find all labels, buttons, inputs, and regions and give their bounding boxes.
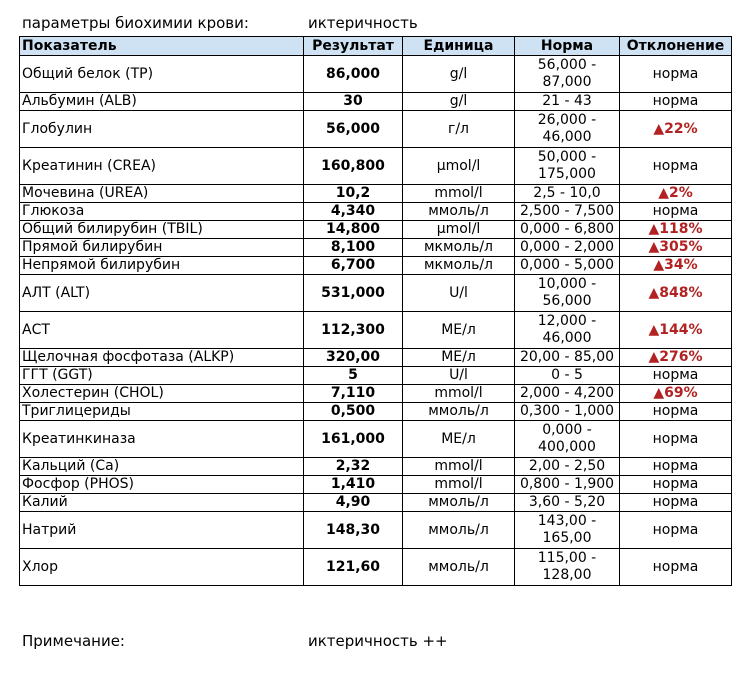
cell-deviation: норма <box>620 512 732 549</box>
cell-deviation: норма <box>620 367 732 385</box>
cell-norm: 0,000 - 5,000 <box>515 257 620 275</box>
cell-norm: 12,000 - 46,000 <box>515 312 620 349</box>
cell-result: 0,500 <box>304 403 403 421</box>
cell-parameter: АСТ <box>20 312 304 349</box>
cell-parameter: Хлор <box>20 549 304 586</box>
report-header <box>22 14 732 34</box>
table-row <box>20 349 732 367</box>
report-title: параметры биохимии крови: <box>22 14 249 32</box>
report-footer <box>22 632 732 652</box>
cell-unit: ммоль/л <box>403 549 515 586</box>
cell-norm: 21 - 43 <box>515 93 620 111</box>
cell-unit: U/l <box>403 367 515 385</box>
cell-unit: mmol/l <box>403 385 515 403</box>
cell-unit: mmol/l <box>403 185 515 203</box>
cell-unit: U/l <box>403 275 515 312</box>
table-row <box>20 549 732 586</box>
cell-deviation: норма <box>620 403 732 421</box>
cell-parameter: Триглицериды <box>20 403 304 421</box>
cell-deviation: норма <box>620 476 732 494</box>
note-value: иктеричность ++ <box>308 632 448 650</box>
cell-parameter: АЛТ (ALT) <box>20 275 304 312</box>
cell-unit: mmol/l <box>403 476 515 494</box>
cell-unit: МЕ/л <box>403 349 515 367</box>
cell-norm: 0,000 - 6,800 <box>515 221 620 239</box>
cell-result: 14,800 <box>304 221 403 239</box>
cell-norm: 10,000 - 56,000 <box>515 275 620 312</box>
table-row <box>20 111 732 148</box>
cell-result: 160,800 <box>304 148 403 185</box>
table-row <box>20 512 732 549</box>
cell-deviation: ▲34% <box>620 257 732 275</box>
cell-unit: мкмоль/л <box>403 257 515 275</box>
cell-deviation: норма <box>620 421 732 458</box>
cell-parameter: Холестерин (CHOL) <box>20 385 304 403</box>
table-row <box>20 257 732 275</box>
table-row <box>20 275 732 312</box>
table-row <box>20 93 732 111</box>
cell-result: 30 <box>304 93 403 111</box>
cell-unit: ммоль/л <box>403 203 515 221</box>
table-row <box>20 385 732 403</box>
cell-norm: 2,5 - 10,0 <box>515 185 620 203</box>
table-header-row <box>20 37 732 56</box>
cell-parameter: Креатинин (CREA) <box>20 148 304 185</box>
cell-parameter: Фосфор (PHOS) <box>20 476 304 494</box>
cell-unit: ммоль/л <box>403 494 515 512</box>
cell-deviation: ▲118% <box>620 221 732 239</box>
cell-unit: мкмоль/л <box>403 239 515 257</box>
column-header-unit: Единица <box>403 37 515 56</box>
cell-parameter: Общий билирубин (TBIL) <box>20 221 304 239</box>
cell-norm: 3,60 - 5,20 <box>515 494 620 512</box>
cell-result: 86,000 <box>304 56 403 93</box>
cell-result: 112,300 <box>304 312 403 349</box>
cell-norm: 50,000 - 175,000 <box>515 148 620 185</box>
sample-condition: иктеричность <box>308 14 418 32</box>
cell-norm: 143,00 - 165,00 <box>515 512 620 549</box>
note-label: Примечание: <box>22 632 125 650</box>
cell-result: 6,700 <box>304 257 403 275</box>
column-header-deviation: Отклонение <box>620 37 732 56</box>
table-row <box>20 476 732 494</box>
cell-parameter: Глобулин <box>20 111 304 148</box>
cell-norm: 26,000 - 46,000 <box>515 111 620 148</box>
cell-deviation: ▲276% <box>620 349 732 367</box>
cell-result: 161,000 <box>304 421 403 458</box>
cell-deviation: норма <box>620 93 732 111</box>
cell-result: 2,32 <box>304 458 403 476</box>
cell-unit: МЕ/л <box>403 312 515 349</box>
cell-parameter: Щелочная фосфотаза (ALKP) <box>20 349 304 367</box>
cell-result: 4,340 <box>304 203 403 221</box>
cell-deviation: норма <box>620 494 732 512</box>
table-row <box>20 494 732 512</box>
cell-deviation: ▲305% <box>620 239 732 257</box>
cell-deviation: ▲69% <box>620 385 732 403</box>
table-row <box>20 403 732 421</box>
cell-norm: 0,300 - 1,000 <box>515 403 620 421</box>
cell-deviation: ▲144% <box>620 312 732 349</box>
cell-parameter: ГГТ (GGT) <box>20 367 304 385</box>
cell-unit: МЕ/л <box>403 421 515 458</box>
table-row <box>20 421 732 458</box>
cell-parameter: Глюкоза <box>20 203 304 221</box>
cell-parameter: Креатинкиназа <box>20 421 304 458</box>
cell-parameter: Кальций (Ca) <box>20 458 304 476</box>
table-row <box>20 458 732 476</box>
table-row <box>20 185 732 203</box>
cell-deviation: норма <box>620 56 732 93</box>
cell-parameter: Непрямой билирубин <box>20 257 304 275</box>
cell-result: 7,110 <box>304 385 403 403</box>
table-row <box>20 239 732 257</box>
cell-norm: 20,00 - 85,00 <box>515 349 620 367</box>
cell-result: 56,000 <box>304 111 403 148</box>
cell-parameter: Натрий <box>20 512 304 549</box>
cell-result: 148,30 <box>304 512 403 549</box>
cell-norm: 56,000 - 87,000 <box>515 56 620 93</box>
cell-result: 1,410 <box>304 476 403 494</box>
cell-norm: 2,000 - 4,200 <box>515 385 620 403</box>
cell-result: 5 <box>304 367 403 385</box>
cell-parameter: Общий белок (TP) <box>20 56 304 93</box>
cell-norm: 0,000 - 2,000 <box>515 239 620 257</box>
cell-norm: 2,500 - 7,500 <box>515 203 620 221</box>
column-header-norm: Норма <box>515 37 620 56</box>
cell-parameter: Прямой билирубин <box>20 239 304 257</box>
cell-norm: 0 - 5 <box>515 367 620 385</box>
cell-unit: mmol/l <box>403 458 515 476</box>
cell-result: 531,000 <box>304 275 403 312</box>
cell-parameter: Альбумин (ALB) <box>20 93 304 111</box>
cell-unit: µmol/l <box>403 221 515 239</box>
column-header-result: Результат <box>304 37 403 56</box>
table-row <box>20 56 732 93</box>
cell-deviation: ▲848% <box>620 275 732 312</box>
cell-result: 8,100 <box>304 239 403 257</box>
cell-deviation: норма <box>620 549 732 586</box>
cell-deviation: ▲22% <box>620 111 732 148</box>
cell-result: 121,60 <box>304 549 403 586</box>
column-header-parameter: Показатель <box>20 37 304 56</box>
table-body <box>20 56 732 586</box>
table-row <box>20 312 732 349</box>
biochemistry-table <box>19 36 732 586</box>
cell-result: 4,90 <box>304 494 403 512</box>
cell-norm: 0,800 - 1,900 <box>515 476 620 494</box>
cell-unit: г/л <box>403 111 515 148</box>
cell-parameter: Калий <box>20 494 304 512</box>
cell-norm: 0,000 - 400,000 <box>515 421 620 458</box>
table-row <box>20 367 732 385</box>
cell-result: 320,00 <box>304 349 403 367</box>
cell-deviation: норма <box>620 458 732 476</box>
cell-unit: g/l <box>403 56 515 93</box>
cell-parameter: Мочевина (UREA) <box>20 185 304 203</box>
table-row <box>20 148 732 185</box>
cell-result: 10,2 <box>304 185 403 203</box>
cell-unit: µmol/l <box>403 148 515 185</box>
table-row <box>20 203 732 221</box>
cell-deviation: норма <box>620 203 732 221</box>
cell-norm: 2,00 - 2,50 <box>515 458 620 476</box>
cell-norm: 115,00 - 128,00 <box>515 549 620 586</box>
table-row <box>20 221 732 239</box>
cell-unit: ммоль/л <box>403 403 515 421</box>
cell-unit: ммоль/л <box>403 512 515 549</box>
cell-unit: g/l <box>403 93 515 111</box>
cell-deviation: норма <box>620 148 732 185</box>
cell-deviation: ▲2% <box>620 185 732 203</box>
